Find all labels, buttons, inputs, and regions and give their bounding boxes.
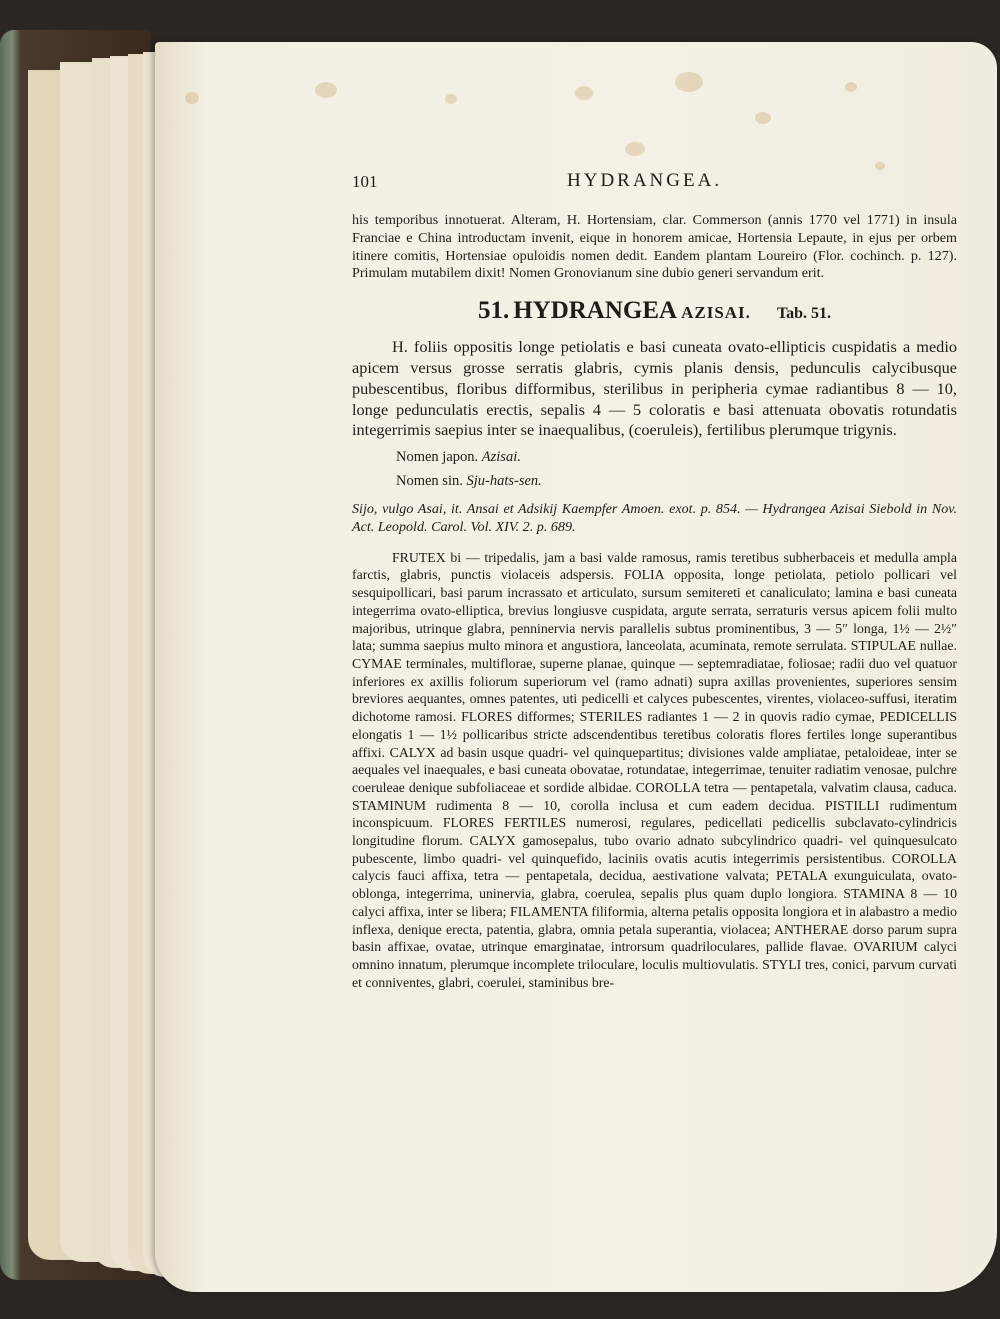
species-heading: [352, 297, 957, 331]
species-genus: HYDRANGEA: [513, 297, 678, 325]
japanese-name: [352, 445, 957, 469]
species-number: 51.: [477, 297, 510, 325]
species-epithet: AZISAI.: [681, 303, 751, 323]
page-header: [352, 168, 957, 198]
intro-paragraph: his temporibus innotuerat. Alteram, H. Hortensiam, clar. Commerson (annis 1770 vel 1771) in insula Franciae e China introductam invenit, eique in honorem amicae, Hortensia Lepaute, in ejus per orbem itinere comitis, Hortensiae opuloidis nomen dedit. Eandem plantam Loureiro (Flor. cochinch. p. 127). Primulam mutabilem dixit! Nomen Gronovianum sine dubio generi servandum erit.: [352, 212, 957, 282]
page-text: [352, 168, 957, 991]
chinese-name-label: Nomen sin.: [396, 473, 463, 490]
synonymy-paragraph: Sijo, vulgo Asai, it. Ansai et Adsikij Kaempfer Amoen. exot. p. 854. — Hydrangea Azisai Siebold in Nov. Act. Leopold. Carol. Vol. XIV. 2. p. 689.: [352, 501, 957, 535]
japanese-name-value: Azisai.: [481, 449, 521, 466]
chinese-name: [352, 469, 957, 493]
running-head: HYDRANGEA.: [567, 170, 723, 191]
plate-reference: Tab. 51.: [776, 305, 832, 323]
chinese-name-value: Sju-hats-sen.: [466, 473, 542, 490]
diagnosis-paragraph: H. foliis oppositis longe petiolatis e basi cuneata ovato-ellipticis cuspidatis a medio apicem versus grosse serratis glabris, cymis planis densis, pedunculis calycibusque pubescentibus, floribus difformibus, sterilibus in peripheria cymae radiantibus 8 — 10, longe pedunculatis erectis, sepalis 4 — 5 coloratis e basi attenuata obovatis rotundatis integerrimis saepius inter se inaequalibus, (coeruleis), fertilibus plerumque trigynis.: [352, 337, 957, 440]
description-paragraph: FRUTEX bi — tripedalis, jam a basi valde ramosus, ramis teretibus subherbaceis et medulla ampla farctis, glabris, punctis violaceis adspersis. FOLIA opposita, longe petiolata, petiolo pollicari vel sesquipollicari, basi parum incrassato et articulato, sursum semitereti et canaliculato; lamina e basi cuneata integerrima ovato-elliptica, brevius longiusve cuspidata, argute serrata, serraturis versus apicem folii multo majoribus, utrinque glabra, penninervia nervis parallelis subtus prominentibus, 3 — 5″ longa, 1½ — 2½″ lata; summa saepius multo minora et angustiora, lanceolata, acuminata, remote serrulata. STIPULAE nullae. CYMAE terminales, multiflorae, superne planae, quinque — septemradiatae, foliosae; radii duo vel quatuor inferiores ex axillis foliorum superiorum vel (ramo adnati) supra axillas provenientes, superiores sensim breviores aequantes, omnes patentes, uti pedicelli et calyces pubescentes, virentes, violaceo-suffusi, iteratim dichotome ramosi. FLORES difformes; STERILES radiantes 1 — 2 in quovis radio cymae, PEDICELLIS elongatis 1 — 1½ pollicaribus stricte adscendentibus teretibus coloratis flores fertiles longe superantibus affixi. CALYX ad basin usque quadri- vel quinquepartitus; divisiones valde ampliatae, petaloideae, inter se aequales vel inaequales, e basi cuneata obovatae, rotundatae, integerrimae, tenuiter radiatim venosae, pulchre coeruleae denique subfoliaceae et sordide albidae. COROLLA tetra — pentapetala, valvatim clausa, caduca. STAMINUM rudimenta 8 — 10, corolla inclusa et cum eadem decidua. PISTILLI rudimentum inconspicuum. FLORES FERTILES numerosi, regulares, pedicellati pedicellis subclavato-cylindricis longitudine florum. CALYX gamosepalus, tubo ovario adnato subcylindrico quadri- vel quinquesulcato pubescente, limbo quadri- vel quinquefido, laciniis ovatis acutis integerrimis persistentibus. COROLLA calycis fauci affixa, tetra — pentapetala, decidua, aestivatione valvata; PETALA exunguiculata, ovato-oblonga, integerrima, uninervia, glabra, coerulea, sepalis plus quam duplo longiora. STAMINA 8 — 10 calyci affixa, inter se libera; FILAMENTA filiformia, alterna petalis opposita longiora et in alabastro a medio inflexa, denique erecta, patentia, glabra, omnia petala superantia, violacea; ANTHERAE dorso parum supra basin affixae, ovatae, utrinque emarginatae, introrsum quadriloculares, pallide flavae. OVARIUM calyci omnino innatum, plerumque incomplete triloculare, loculis multiovulatis. STYLI tres, conici, parvum curvati et conniventes, glabri, coerulei, staminibus bre-: [352, 549, 957, 990]
japanese-name-label: Nomen japon.: [396, 449, 479, 466]
page-number: 101: [352, 172, 378, 191]
